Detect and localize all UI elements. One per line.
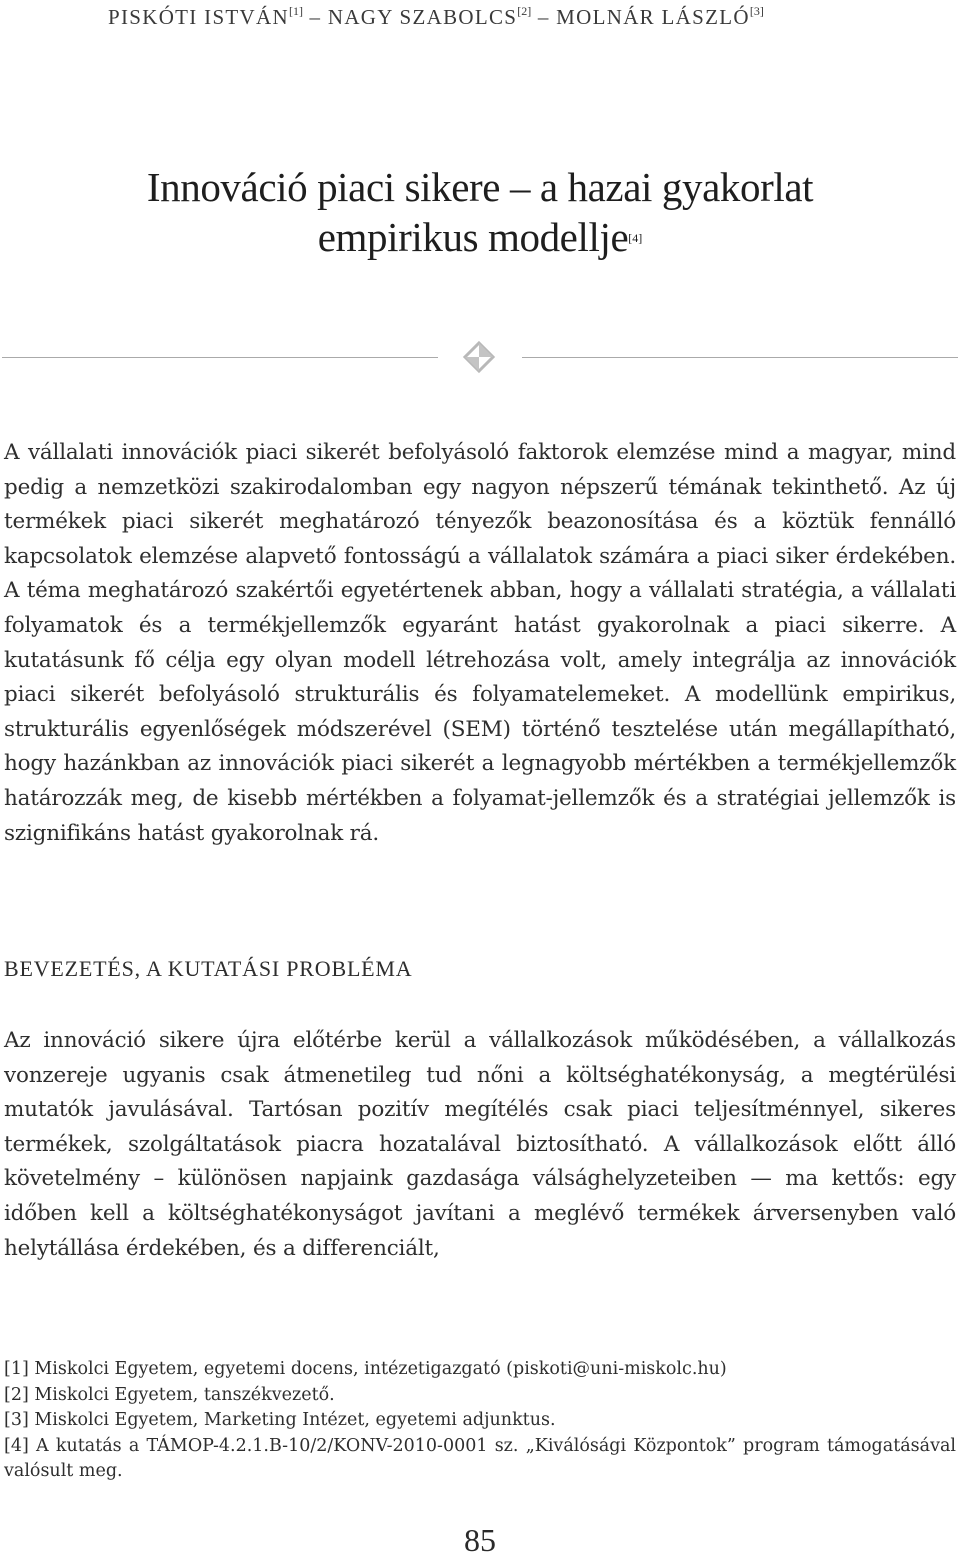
author-footnote-ref[interactable]: [1] [288,4,303,18]
author-name: MOLNÁR LÁSZLÓ [556,5,750,29]
section-divider [0,338,960,378]
footnote-item: [4] A kutatás a TÁMOP-4.2.1.B-10/2/KONV-2010-0001 sz. „Kiválósági Központok” program támogatásával valósult meg. [4,1435,956,1481]
abstract-paragraph: A vállalati innovációk piaci sikerét befolyásoló faktorok elemzése mind a magyar, mind pedig a nemzetközi szakirodalomban egy nagyon népszerű témának tekinthető. Az új termékek piaci sikerét meghatározó tényezők beazonosítása és a köztük fennálló kapcsolatok elemzése alapvető fontosságú a vállalatok számára a piaci siker érdekében. A téma meghatározó szakértői egyetértenek abban, hogy a vállalati stratégia, a vállalati folyamatok és a termékjellemzők egyaránt hatást gyakorolnak a piaci sikerre. A kutatásunk fő célja egy olyan modell létrehozása volt, amely integrálja az innovációk piaci sikerét befolyásoló strukturális és folyamatelemeket. A modellünk empirikus, strukturális egyenlőségek módszerével (SEM) történő tesztelése után megállapítható, hogy hazánkban az innovációk piaci sikerét a legnagyobb mértékben a termékjellemzők határozzák meg, de kisebb mértékben a folyamat-jellemzők és a stratégiai jellemzők is szignifikáns hatást gyakorolnak rá. [4,440,956,846]
author-footnote-ref[interactable]: [2] [517,4,532,18]
author-separator: – [531,5,557,29]
divider-line-right [522,357,958,358]
diamond-ornament-icon [462,340,496,374]
section-heading: BEVEZETÉS, A KUTATÁSI PROBLÉMA [4,956,413,981]
footnote-item: [3] Miskolci Egyetem, Marketing Intézet, egyetemi adjunktus. [4,1410,556,1430]
page-number: 85 [464,1522,496,1558]
title-footnote-ref[interactable]: [4] [628,231,643,245]
author-name: PISKÓTI ISTVÁN [108,5,289,29]
footnotes [4,1357,956,1485]
title-line-2-text: empirikus modellje [317,214,629,260]
author-line [108,4,900,30]
footnote-item: [2] Miskolci Egyetem, tanszékvezető. [4,1384,335,1405]
intro-paragraph: Az innováció sikere újra előtérbe kerül a vállalkozások működésében, a vállalkozás vonzereje ugyanis csak átmenetileg tud nőni a költséghatékonyság, a megtérülési mutatók javulásával. Tartósan pozitív megítélés csak piaci teljesítménnyel, sikeres termékek, szolgáltatások piacra hozatalával biztosítható. A vállalkozások előtt álló követelmény – különösen napjaink gazdasága válsághelyzeteiben — ma kettős: egy időben kell a költséghatékonyságot javítani a meglévő termékek árversenyben való helytállása érdekében, és a differenciált, [4,1028,956,1261]
author-name: NAGY SZABOLCS [327,5,518,29]
article-title [0,162,960,263]
footnote-item: [1] Miskolci Egyetem, egyetemi docens, intézetigazgató (piskoti@uni-miskolc.hu) [4,1359,727,1379]
author-separator: – [302,5,328,29]
divider-line-left [2,357,438,358]
author-footnote-ref[interactable]: [3] [749,4,764,18]
title-line-2 [0,212,960,263]
title-line-1: Innováció piaci sikere – a hazai gyakorlat [146,164,814,210]
